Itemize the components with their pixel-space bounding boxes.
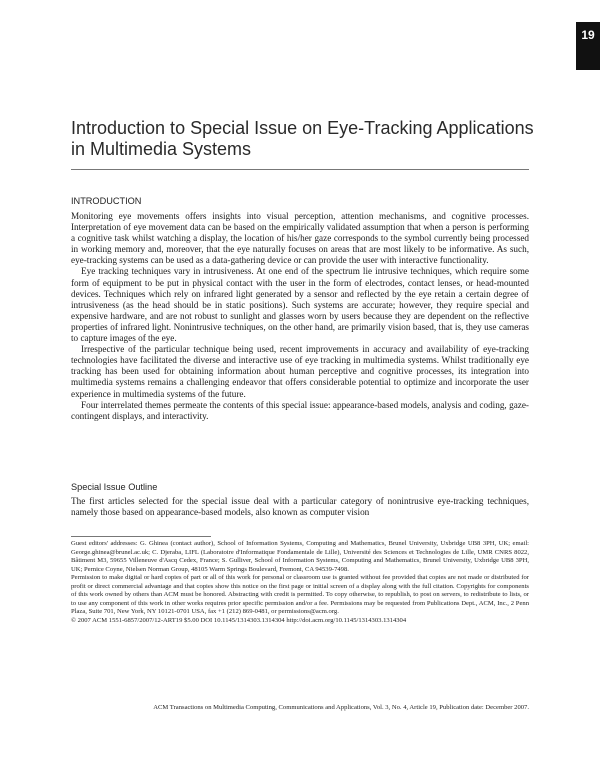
article-title: Introduction to Special Issue on Eye-Tracking Applications in Multimedia Systems bbox=[71, 118, 534, 159]
footnote-divider bbox=[71, 536, 211, 537]
introduction-body bbox=[71, 211, 529, 422]
paragraph: Monitoring eye movements offers insights into visual perception, attention mechanisms, and cognitive processes. Interpretation of eye movement data can be based on the empirically validated assumption that when a person is performing a cognitive task whilst watching a display, the location of his/her gaze corresponds to the symbol currently being processed in working memory and, moreover, that the eye naturally focuses on areas that are most likely to be informative. As such, eye-tracking systems can be used as a data-gathering device or can provide the user with interactive functionality. bbox=[71, 211, 529, 266]
page-number-tab: 19 bbox=[576, 22, 600, 70]
running-footer: ACM Transactions on Multimedia Computing, Communications and Applications, Vol. 3, No. 4, Article 19, Publication date: December 2007. bbox=[153, 704, 529, 711]
footnotes bbox=[71, 540, 529, 625]
paragraph: Four interrelated themes permeate the contents of this special issue: appearance-based models, analysis and coding, gaze-contingent displays, and interactivity. bbox=[71, 399, 529, 421]
paragraph: Eye tracking techniques vary in intrusiveness. At one end of the spectrum lie intrusive techniques, which require some form of equipment to be put in physical contact with the user in the form of electrodes, contact lenses, or head-mounted devices. Techniques which rely on infrared light generated by a sensor and reflected by the eye retain a certain degree of intrusiveness (as the head should be in static positions). Such systems are accurate; however, they require special and expensive hardware, and are not robust to sunlight and glasses worn by users because they are dependent on the reflective properties of infrared light. Nonintrusive techniques, on the other hand, are primarily vision based, that is, they use cameras to capture images of the eye. bbox=[71, 266, 529, 344]
section-heading-introduction: INTRODUCTION bbox=[71, 196, 142, 206]
footnote-permissions: Permission to make digital or hard copies of part or all of this work for personal or classroom use is granted without fee provided that copies are not made or distributed for profit or direct commercial advantage and that copies show this notice on the first page or initial screen of a display along with the full citation. Copyrights for components of this work owned by others than ACM must be honored. Abstracting with credit is permitted. To copy otherwise, to republish, to post on servers, to redistribute to lists, or to use any component of this work in other works requires prior specific permission and/or a fee. Permissions may be requested from Publications Dept., ACM, Inc., 2 Penn Plaza, Suite 701, New York, NY 10121-0701 USA, fax +1 (212) 869-0481, or permissions@acm.org. bbox=[71, 574, 529, 615]
footnote-addresses: Guest editors' addresses: G. Ghinea (contact author), School of Information Systems, Computing and Mathematics, Brunel University, Uxbridge UB8 3PH, UK; email: George.ghinea@brunel.ac.uk; C. Djeraba, LIFL (Laboratoire d'Informatique Fondamentale de Lille), Université des Sciences et Technologies de Lille, UMR CNRS 8022, Bâtiment M3, 59655 Villeneuve d'Ascq Cedex, France; S. Gulliver, School of Information Systems, Computing and Mathematics, Brunel University, Uxbridge UB8 3PH, UK; Pernice Coyne, Nielsen Norman Group, 48105 Warm Springs Boulevard, Fremont, CA 94539-7498. bbox=[71, 540, 529, 573]
footnote-copyright: © 2007 ACM 1551-6857/2007/12-ART19 $5.00 DOI 10.1145/1314303.1314304 http://doi.acm.org/10.1145/1314303.1314304 bbox=[71, 616, 407, 624]
section-heading-outline: Special Issue Outline bbox=[71, 482, 158, 492]
paragraph: Irrespective of the particular technique being used, recent improvements in accuracy and availability of eye-tracking technologies have facilitated the diverse and interactive use of eye tracking in multimedia systems. Whilst traditionally eye tracking has been used for obtaining information about human perceptive and cognitive processes, its integration into multimedia systems remains a challenging endeavor that offers considerable potential to optimize and incorporate the user experience in multimedia systems of the future. bbox=[71, 344, 529, 399]
outline-body bbox=[71, 496, 529, 518]
paragraph: The first articles selected for the special issue deal with a particular category of nonintrusive eye-tracking techniques, namely those based on appearance-based models, also known as computer vision bbox=[71, 496, 529, 518]
title-divider bbox=[71, 169, 529, 170]
